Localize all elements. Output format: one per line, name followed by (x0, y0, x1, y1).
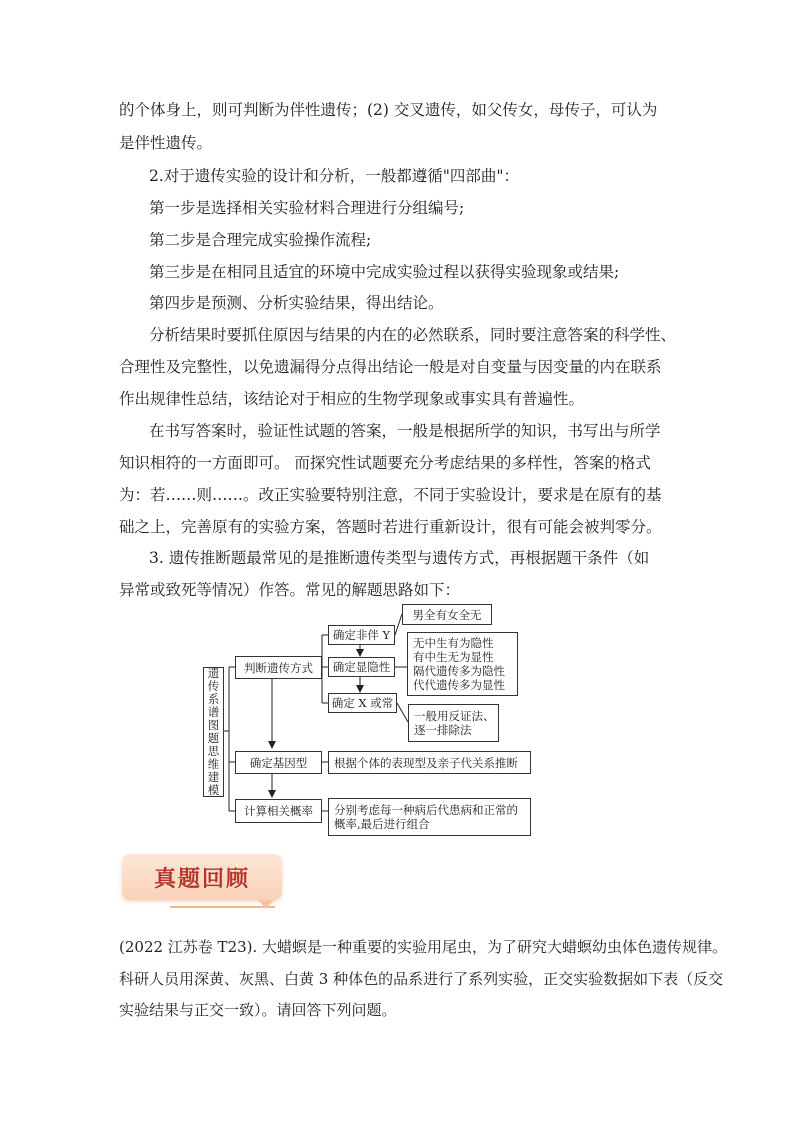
title-char: 维 (207, 757, 220, 771)
text-line: 第三步是在相同且适宜的环境中完成实验过程以获得实验现象或结果; (149, 263, 620, 281)
text-line: 在书写答案时，验证性试题的答案，一般是根据所学的知识，书写出与所学 (149, 422, 661, 440)
note-line: 概率,最后进行组合 (334, 817, 430, 831)
text-line: 第四步是预测、分析实验结果，得出结论。 (149, 294, 444, 312)
title-char: 建 (207, 770, 220, 784)
text-line: 知识相符的一方面即可。 而探究性试题要充分考虑结果的多样性，答案的格式 (119, 454, 651, 472)
note-line: 隔代遗传多为隐性 (413, 664, 505, 678)
note-non-y: 男全有女全无 (402, 604, 492, 625)
note-line: 代代遗传多为显性 (413, 678, 505, 692)
text-line: 第一步是选择相关实验材料合理进行分组编号; (149, 199, 465, 217)
step-determine-inheritance: 判断遗传方式 (235, 656, 322, 679)
note-line: 有中生无为显性 (413, 650, 494, 664)
title-char: 题 (207, 731, 220, 745)
text-line: 2.对于遗传实验的设计和分析，一般都遵循"四部曲"： (149, 167, 520, 185)
text-line: 的个体身上，则可判断为伴性遗传；(2) 交叉遗传，如父传女，母传子，可认为 (119, 101, 658, 119)
text-line: 作出规律性总结，该结论对于相应的生物学现象或事实具有普遍性。 (119, 390, 585, 408)
badge-tail (258, 900, 274, 909)
title-char: 遗 (207, 666, 220, 680)
sub-step-non-y: 确定非伴 Y (328, 625, 395, 645)
text-line: 为：若……则……。改正实验要特别注意，不同于实验设计，要求是在原有的基 (119, 486, 662, 504)
title-char: 思 (207, 744, 220, 758)
note-probability (328, 798, 531, 836)
title-char: 模 (207, 783, 220, 797)
note-line: 无中生有为隐性 (413, 636, 494, 650)
text-line: 是伴性遗传。 (119, 134, 213, 152)
title-char: 系 (207, 692, 220, 706)
note-dominance (407, 632, 518, 696)
text-line: 异常或致死等情况）作答。常见的解题思路如下： (119, 581, 461, 599)
section-title-badge: 真题回顾 (122, 854, 282, 900)
text-line: 3. 遗传推断题最常见的是推断遗传类型与遗传方式，再根据题干条件（如 (149, 549, 650, 567)
text-line: 分析结果时要抓住原因与结果的内在的必然联系，同时要注意答案的科学性、 (149, 326, 677, 344)
title-char: 图 (207, 718, 220, 732)
title-char: 谱 (207, 705, 220, 719)
sub-step-dominance: 确定显隐性 (328, 657, 395, 677)
note-line: 一般用反证法、 (414, 709, 495, 723)
title-char: 传 (207, 679, 220, 693)
note-x-or-autosomal (408, 704, 499, 742)
text-line: 础之上，完善原有的实验方案，答题时若进行重新设计，很有可能会被判零分。 (119, 518, 662, 536)
step-calculate-probability: 计算相关概率 (235, 799, 322, 823)
question-line: 实验结果与正交一致）。请回答下列问题。 (119, 1001, 397, 1019)
question-line: (2022 江苏卷 T23). 大蜡螟是一种重要的实验用尾虫，为了研究大蜡螟幼虫体色遗传规律。 (119, 938, 728, 956)
diagram-title-vertical (203, 667, 224, 797)
sub-step-x-or-autosomal: 确定 X 或常 (328, 693, 397, 713)
question-line: 科研人员用深黄、灰黑、白黄 3 种体色的品系进行了系列实验，正交实验数据如下表（反交 (119, 970, 724, 988)
note-genotype: 根据个体的表现型及亲子代关系推断 (328, 751, 531, 774)
text-line: 第二步是合理完成实验操作流程; (149, 231, 372, 249)
step-determine-genotype: 确定基因型 (235, 751, 322, 774)
note-line: 分别考虑每一种病后代患病和正常的 (334, 803, 518, 817)
text-line: 合理性及完整性，以免遗漏得分点得出结论一般是对自变量与因变量的内在联系 (119, 358, 662, 376)
note-line: 逐一排除法 (414, 723, 472, 737)
